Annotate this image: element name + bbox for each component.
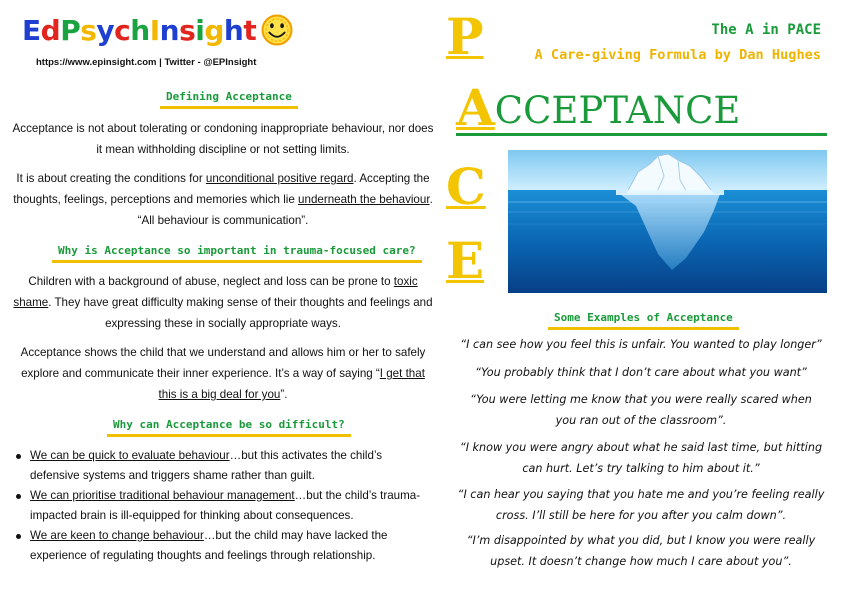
acceptance-title-rest: CCEPTANCE <box>494 89 741 132</box>
why-difficult-heading: Why can Acceptance be so difficult? <box>107 418 351 437</box>
bullet-underlined-lead: We can prioritise traditional behaviour management <box>30 489 295 502</box>
logo-text <box>22 14 256 47</box>
difficulty-bullet <box>12 446 434 486</box>
logo-letter: s <box>179 13 196 47</box>
bullet-underlined-lead: We can be quick to evaluate behaviour <box>30 449 230 462</box>
logo-letter: y <box>96 13 115 47</box>
pace-letter-e: E <box>446 231 485 290</box>
logo-letter: t <box>243 13 257 47</box>
bullet-dot-icon <box>16 534 21 539</box>
bullet-rest-text: …but the child may have lacked the experience of regulating thoughts and feelings through relationship. <box>30 529 388 562</box>
formula-credit: A Care-giving Formula by Dan Hughes <box>534 47 821 63</box>
defining-paragraph-2: It is about creating the conditions for unconditional positive regard. Accepting the thoughts, feelings, perceptions and memories which lie underneath the behaviour. “All behaviour is communication”. <box>13 172 433 227</box>
iceberg-image <box>508 150 827 293</box>
pace-letter-a: A <box>456 78 495 137</box>
why-paragraph-1: Children with a background of abuse, neglect and loss can be prone to toxic shame. They have great difficulty making sense of their thoughts and feelings and expressing these in socially appropriate ways. <box>13 275 433 330</box>
bullet-rest-text: …but the child’s trauma-impacted brain is ill-equipped for thinking about consequences. <box>30 489 421 522</box>
unconditional-positive-regard: unconditional positive regard <box>205 172 354 185</box>
defining-paragraph-1: Acceptance is not about tolerating or condoning inappropriate behaviour, nor does it mean withholding discipline or not setting limits. <box>12 122 434 156</box>
quote-3: “You were letting me know that you were really scared when you ran out of the classroom”. <box>470 393 812 427</box>
bullet-rest-text: …but this activates the child’s defensive systems and triggers shame rather than guilt. <box>30 449 383 482</box>
quote-1: “I can see how you feel this is unfair. You wanted to play longer” <box>460 338 822 351</box>
difficulty-bullet <box>12 526 434 566</box>
logo-letter: I <box>149 13 160 47</box>
toxic-shame: toxic shame <box>13 275 418 309</box>
logo-letter: s <box>80 13 97 47</box>
bullet-dot-icon <box>16 494 21 499</box>
underneath-the-behaviour: underneath the behaviour <box>298 193 430 206</box>
logo-letter: h <box>130 13 150 47</box>
pace-subtitle: The A in PACE <box>711 22 821 38</box>
why-important-heading: Why is Acceptance so important in trauma-focused care? <box>52 244 422 263</box>
logo-letter: c <box>114 13 131 47</box>
big-deal-phrase: I get that this is a big deal for you <box>158 367 425 401</box>
logo-letter: h <box>223 13 244 47</box>
difficulty-bullet <box>12 486 434 526</box>
pace-letter-c: C <box>446 157 486 216</box>
logo-letter: i <box>195 13 205 47</box>
pace-letter-p: P <box>446 7 484 66</box>
logo-letter: E <box>22 13 41 47</box>
quote-5: “I can hear you saying that you hate me and you’re feeling really cross. I’ll still be here for you after you calm down”. <box>457 488 825 522</box>
brand-logo <box>22 8 294 52</box>
bullet-underlined-lead: We are keen to change behaviour <box>30 529 204 542</box>
difficulty-bullet-list <box>12 446 434 566</box>
acceptance-title <box>456 78 827 137</box>
quote-4: “I know you were angry about what he said last time, but hitting can hurt. Let’s try talking to him about it.” <box>459 441 823 475</box>
logo-letter: d <box>40 13 61 47</box>
why-paragraph-2: Acceptance shows the child that we understand and allows him or her to safely explore and communicate their inner experience. It’s a way of saying “I get that this is a big deal for you”. <box>20 346 426 401</box>
bullet-dot-icon <box>16 454 21 459</box>
examples-heading: Some Examples of Acceptance <box>548 311 739 330</box>
logo-letter: n <box>159 13 180 47</box>
logo-letter: g <box>204 13 224 47</box>
quote-6: “I’m disappointed by what you did, but I know you were really upset. It doesn’t change how much I care about you”. <box>466 534 816 568</box>
web-links[interactable]: https://www.epinsight.com | Twitter - @EPInsight <box>36 57 257 68</box>
defining-heading: Defining Acceptance <box>160 90 298 109</box>
logo-letter: P <box>60 13 81 47</box>
smiley-face-icon <box>260 13 294 47</box>
quote-2: “You probably think that I don’t care about what you want” <box>475 366 807 379</box>
